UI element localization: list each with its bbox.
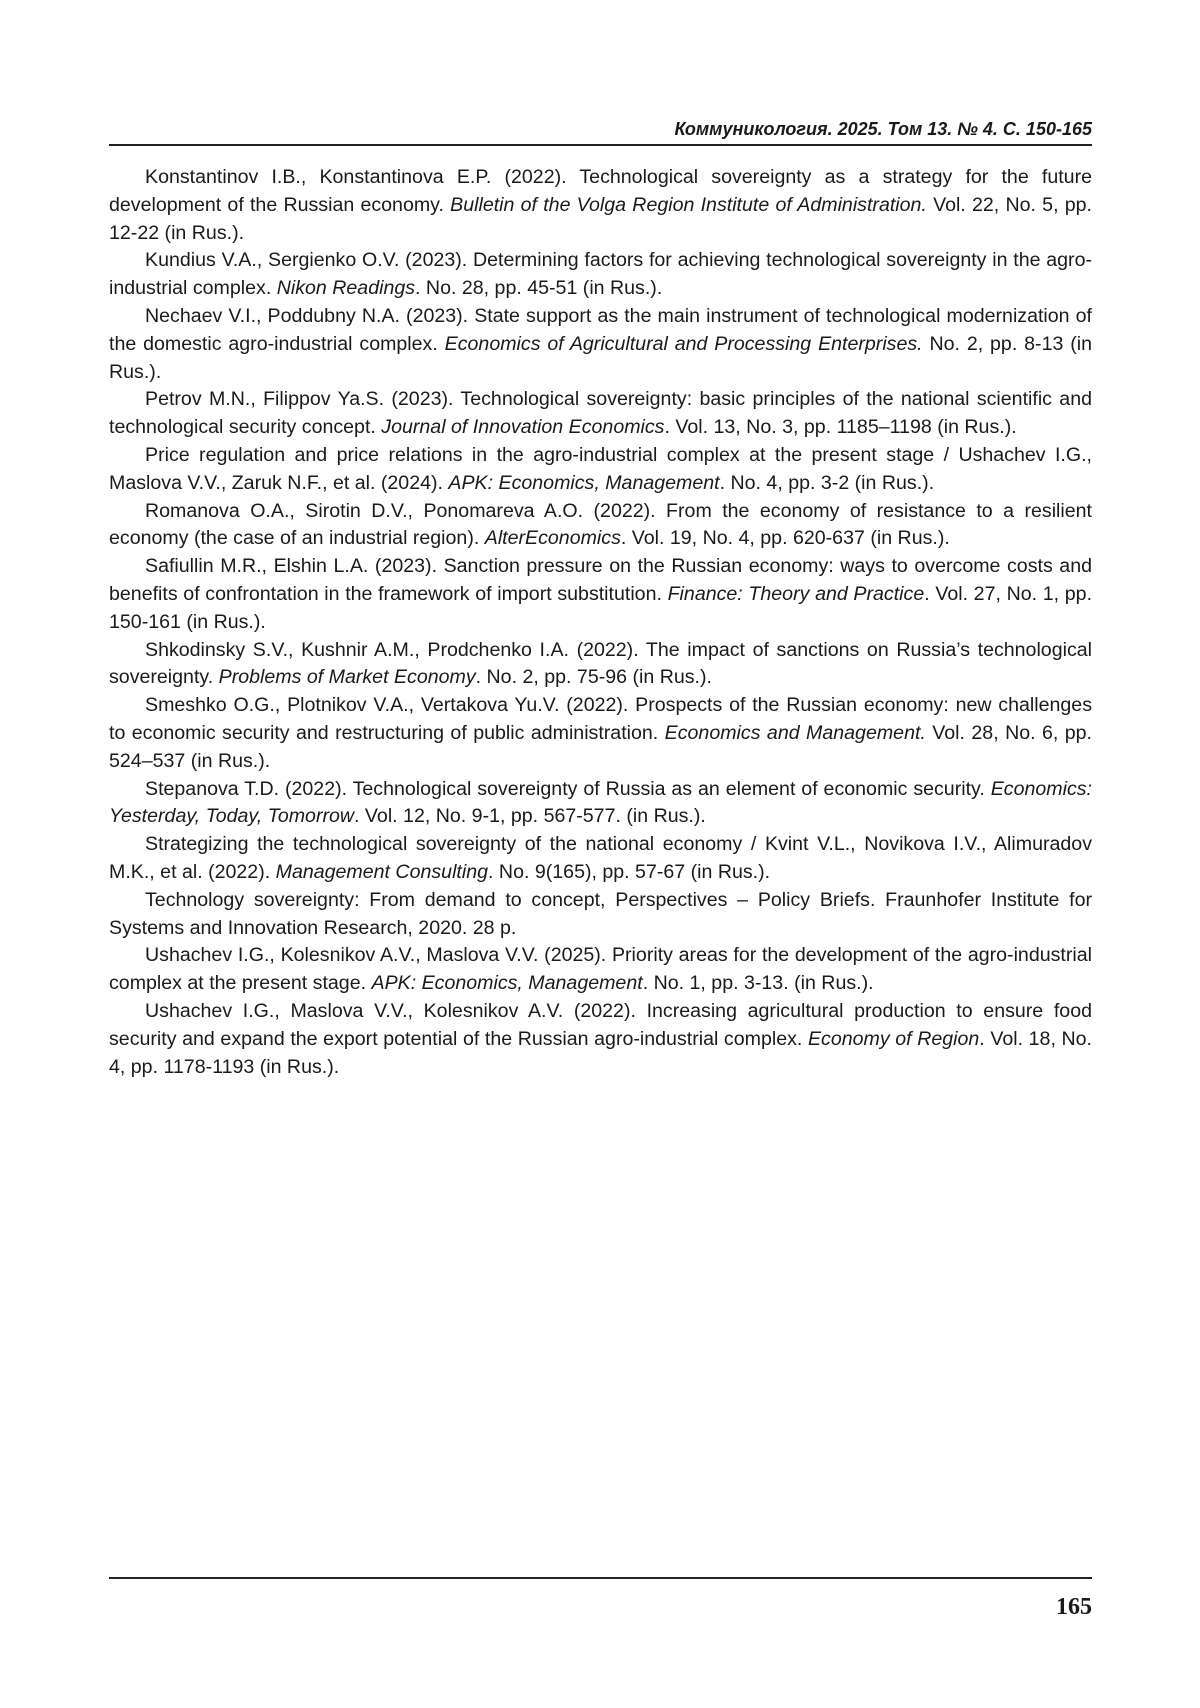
reference-source: Economics: Yesterday, Today, Tomorrow [109,777,1092,828]
reference-details: . No. 4, pp. 3-2 (in Rus.). [719,471,935,494]
reference-details: . Vol. 13, No. 3, pp. 1185–1198 (in Rus.). [664,416,1017,439]
reference-details: . No. 28, pp. 45-51 (in Rus.). [415,277,663,300]
reference-text: Strategizing the technological sovereignty of the national economy / Kvint V.L., Novikova I.V., Alimuradov M.K., et al. (2022). [109,833,1092,883]
reference-text: Petrov M.N., Filippov Ya.S. (2023). Technological sovereignty: basic principles of the national scientific and technological security concept. [109,388,1092,439]
reference-text: Technology sovereignty: From demand to concept, Perspectives – Policy Briefs. Fraunhofer Institute for Systems and Innovation Research, 2020. 28 p. [109,888,1092,939]
reference-text: Safiullin M.R., Elshin L.A. (2023). Sanction pressure on the Russian economy: ways to overcome costs and benefits of confrontation in the framework of import substitution. [109,555,1092,605]
reference-source: APK: Economics, Management [448,471,720,494]
reference-source: APK: Economics, Management [371,972,643,995]
reference-details: . Vol. 12, No. 9-1, pp. 567-577. (in Rus.). [354,805,706,828]
reference-details: . No. 2, pp. 75-96 (in Rus.). [475,666,712,689]
reference-item [109,776,1092,832]
reference-source: Bulletin of the Volga Region Institute of Administration. [450,193,927,216]
running-head: Коммуникология. 2025. Том 13. № 4. С. 150-165 [674,119,1092,139]
reference-item [109,553,1092,636]
reference-source: Management Consulting [275,860,489,883]
reference-text: Ushachev I.G., Maslova V.V., Kolesnikov A.V. (2022). Increasing agricultural production to ensure food security and expand the export potential of the Russian agro-industrial complex. [109,999,1092,1050]
reference-text: Kundius V.A., Sergienko O.V. (2023). Determining factors for achieving technological sovereignty in the agro-industrial complex. [109,249,1092,300]
reference-item [109,386,1092,442]
reference-details: Vol. 22, No. 5, pp. 12-22 (in Rus.). [109,193,1092,244]
reference-text: Shkodinsky S.V., Kushnir A.M., Prodchenko I.A. (2022). The impact of sanctions on Russia’s technological sovereignty. [109,638,1092,689]
reference-text: Stepanova T.D. (2022). Technological sovereignty of Russia as an element of economic security. [145,777,991,800]
reference-source: Problems of Market Economy [218,666,476,689]
header-rule [109,144,1092,146]
reference-item [109,887,1092,943]
reference-text: Price regulation and price relations in the agro-industrial complex at the present stage / Ushachev I.G., Maslova V.V., Zaruk N.F., et al. (2024). [109,443,1092,494]
reference-details: Vol. 28, No. 6, pp. 524–537 (in Rus.). [109,721,1092,772]
reference-item [109,942,1092,998]
reference-item [109,498,1092,554]
reference-source: Economics of Agricultural and Processing Enterprises. [444,332,923,355]
reference-item [109,442,1092,498]
reference-text: Romanova O.A., Sirotin D.V., Ponomareva A.O. (2022). From the economy of resistance to a resilient economy (the case of an industrial region). [109,499,1092,550]
reference-source: AlterEconomics [484,527,621,550]
page-number: 165 [1056,1594,1092,1620]
reference-text: Nechaev V.I., Poddubny N.A. (2023). State support as the main instrument of technological modernization of the domestic agro-industrial complex. [109,304,1092,355]
reference-details: . No. 1, pp. 3-13. (in Rus.). [642,972,874,995]
reference-text: Ushachev I.G., Kolesnikov A.V., Maslova V.V. (2025). Priority areas for the development of the agro-industrial complex at the present stage. [109,944,1092,995]
reference-item [109,637,1092,693]
reference-source: Economics and Management. [664,721,926,744]
reference-text: Smeshko O.G., Plotnikov V.A., Vertakova Yu.V. (2022). Prospects of the Russian economy: new challenges to economic security and restructuring of public administration. [109,694,1092,744]
reference-item [109,247,1092,303]
reference-source: Economy of Region [807,1027,980,1050]
reference-source: Nikon Readings [276,277,416,300]
footer-rule [109,1577,1092,1579]
reference-details: . Vol. 27, No. 1, pp. 150-161 (in Rus.). [109,582,1093,633]
reference-source: Finance: Theory and Practice [667,582,925,605]
reference-details: . Vol. 18, No. 4, pp. 1178-1193 (in Rus.). [109,1027,1092,1078]
reference-item [109,998,1092,1081]
reference-item [109,831,1092,887]
reference-details: . No. 9(165), pp. 57-67 (in Rus.). [488,860,771,883]
reference-list [109,164,1092,1081]
reference-details: No. 2, pp. 8-13 (in Rus.). [109,332,1092,383]
reference-source: Journal of Innovation Economics [381,416,665,439]
reference-item [109,164,1092,247]
reference-item [109,692,1092,775]
reference-details: . Vol. 19, No. 4, pp. 620-637 (in Rus.). [620,527,950,550]
reference-item [109,303,1092,386]
reference-text: Konstantinov I.B., Konstantinova E.P. (2022). Technological sovereignty as a strategy for the future development of the Russian economy. [109,166,1092,216]
